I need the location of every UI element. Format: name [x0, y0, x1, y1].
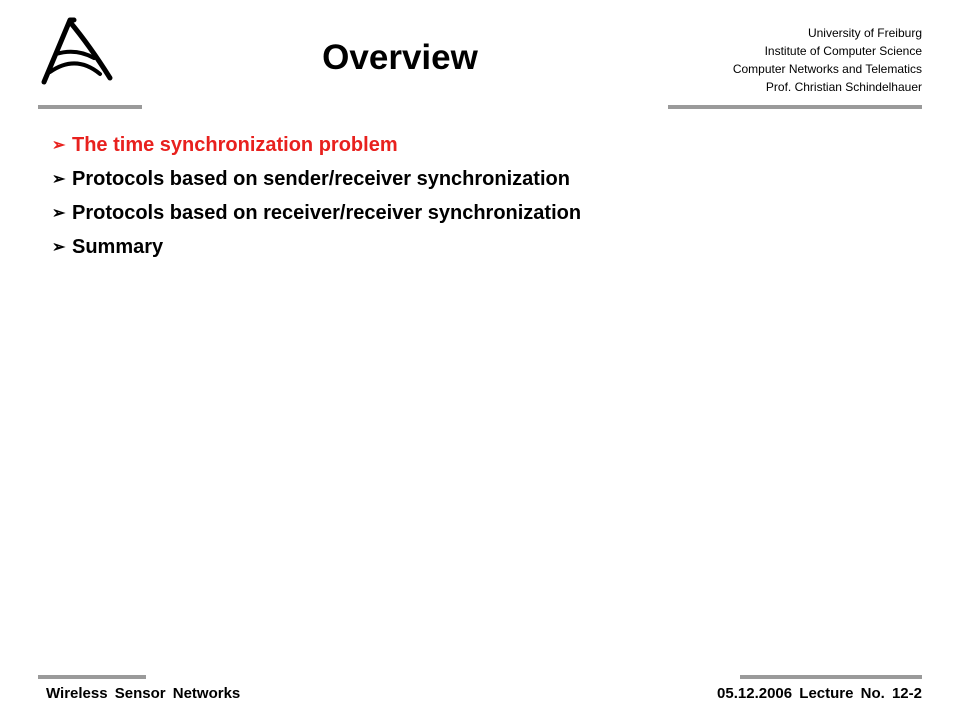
institution-professor: Prof. Christian Schindelhauer [765, 80, 922, 94]
header-rule-left [38, 105, 142, 109]
institution-institute: Institute of Computer Science [764, 44, 922, 58]
footer-lecture: 05.12.2006 Lecture No. 12-2 [717, 685, 922, 702]
bullet-item [52, 196, 581, 230]
footer-rule-right [740, 675, 922, 679]
arrow-bullet-icon: ➢ [52, 239, 66, 256]
bullet-item [52, 128, 581, 162]
arrow-bullet-icon: ➢ [52, 171, 66, 188]
bullet-item [52, 230, 581, 264]
footer-rule-left [38, 675, 146, 679]
institution-university: University of Freiburg [807, 26, 922, 40]
bullet-list [52, 128, 581, 264]
bullet-label: Protocols based on sender/receiver synchronization [72, 167, 570, 190]
bullet-label: Protocols based on receiver/receiver synchronization [72, 201, 582, 224]
arrow-bullet-icon: ➢ [52, 137, 66, 154]
institution-department: Computer Networks and Telematics [732, 62, 922, 76]
bullet-label: The time synchronization problem [72, 133, 398, 156]
bullet-label: Summary [72, 235, 164, 258]
footer-course: Wireless Sensor Networks [46, 685, 241, 702]
bullet-item [52, 162, 581, 196]
institution-block [733, 24, 922, 96]
slide-title: Overview [322, 38, 478, 77]
freiburg-logo-icon [40, 14, 116, 90]
header-rule-right [668, 105, 922, 109]
arrow-bullet-icon: ➢ [52, 205, 66, 222]
